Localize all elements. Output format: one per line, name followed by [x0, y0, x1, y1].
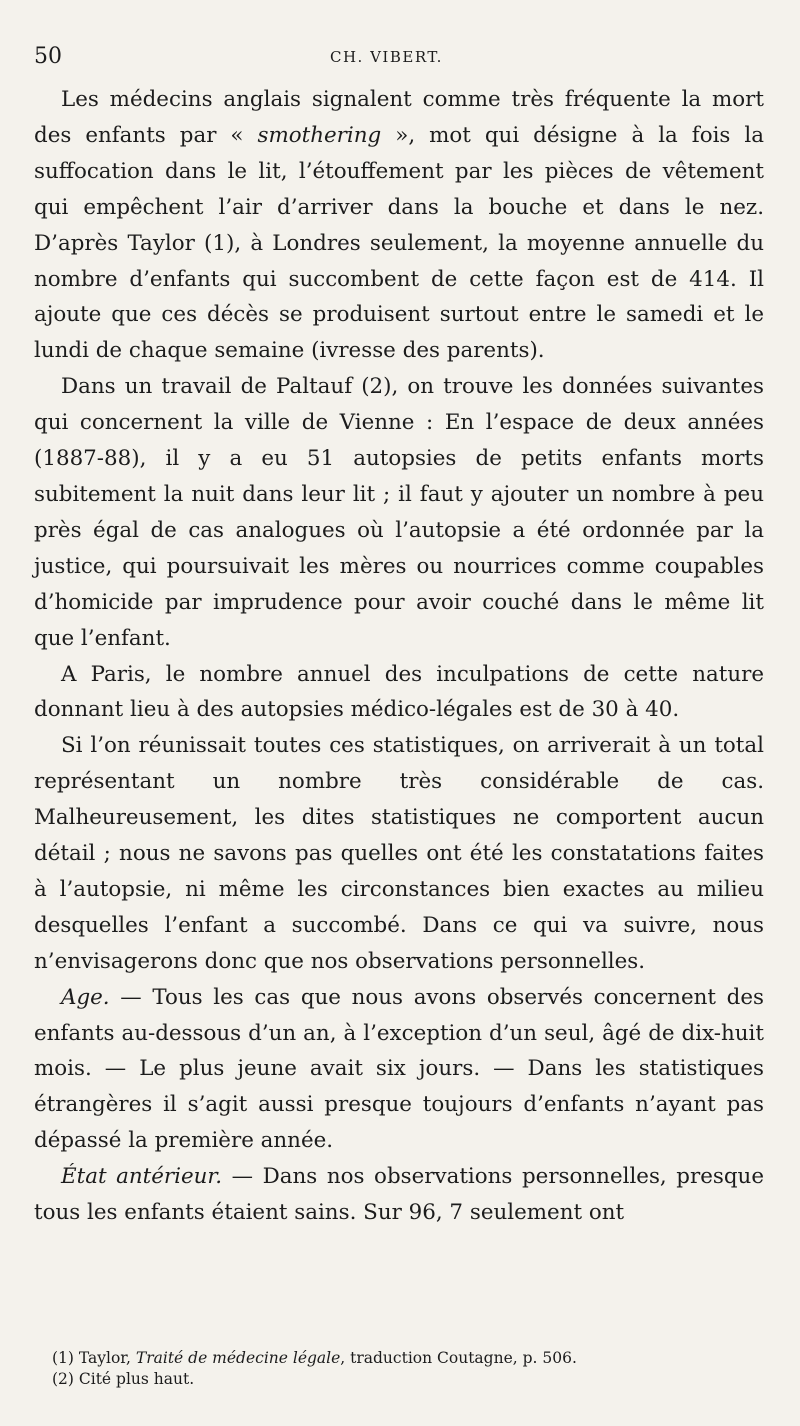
footnote	[52, 1348, 752, 1369]
text-run: Les médecins anglais signalent comme très fréquente la mort des enfants par «	[34, 87, 764, 148]
text-run: (2) Cité plus haut.	[52, 1370, 195, 1388]
running-head: CH. VIBERT.	[330, 48, 443, 66]
text-run: — Dans nos observations personnelles, presque tous les enfants étaient sains. Sur 96, 7 seulement ont	[34, 1164, 764, 1226]
italic-text-run: smothering	[257, 122, 382, 148]
page-header	[34, 44, 766, 74]
body-text	[34, 82, 764, 1231]
page-number: 50	[34, 44, 62, 69]
text-run: (1) Taylor,	[52, 1349, 136, 1367]
italic-text-run: État antérieur.	[61, 1164, 223, 1190]
paragraph	[34, 82, 764, 369]
text-run: Dans un travail de Paltauf (2), on trouve les données suivantes qui concernent la ville de Vienne : En l’espace de deux années (1887-88), il y a eu 51 autopsies de petits enfants morts subitement la nuit dans leur lit ; il faut y ajouter un nombre à peu près égal de cas analogues où l’autopsie a été ordonnée par la justice, qui poursuivait les mères ou nourrices comme coupables d’homicide par imprudence pour avoir couché dans le même lit que l’enfant.	[34, 374, 764, 651]
text-run: — Tous les cas que nous avons observés concernent des enfants au-dessous d’un an, à l’exception d’un seul, âgé de dix-huit mois. — Le plus jeune avait six jours. — Dans les statistiques étrangères il s’agit aussi presque toujours d’enfants n’ayant pas dépassé la première année.	[34, 984, 764, 1154]
italic-text-run: Traité de médecine légale	[135, 1349, 341, 1367]
footnote	[52, 1369, 752, 1390]
text-run: , traduction Coutagne, p. 506.	[340, 1349, 577, 1367]
paragraph	[34, 369, 764, 656]
paragraph	[34, 980, 764, 1160]
text-run: », mot qui désigne à la fois la suffocation dans le lit, l’étouffement par les pièces de vêtement qui empêchent l’air d’arriver dans la bouche et dans le nez. D’après Taylor (1), à Londres seulement, la moyenne annuelle du nombre d’enfants qui succombent de cette façon est de 414. Il ajoute que ces décès se produisent surtout entre le samedi et le lundi de chaque semaine (ivresse des parents).	[34, 122, 764, 364]
footnotes	[52, 1348, 752, 1390]
text-run: Si l’on réunissait toutes ces statistiques, on arriverait à un total représentant un nombre très considérable de cas. Malheureusement, les dites statistiques ne comportent aucun détail ; nous ne savons pas quelles ont été les constatations faites à l’autopsie, ni même les circonstances bien exactes au milieu desquelles l’enfant a succombé. Dans ce qui va suivre, nous n’envisagerons donc que nos observations personnelles.	[34, 733, 764, 974]
italic-text-run: Age.	[61, 984, 110, 1010]
paragraph	[34, 657, 764, 729]
paragraph	[34, 728, 764, 979]
text-run: A Paris, le nombre annuel des inculpations de cette nature donnant lieu à des autopsies médico-légales est de 30 à 40.	[34, 661, 764, 723]
paragraph	[34, 1159, 764, 1231]
